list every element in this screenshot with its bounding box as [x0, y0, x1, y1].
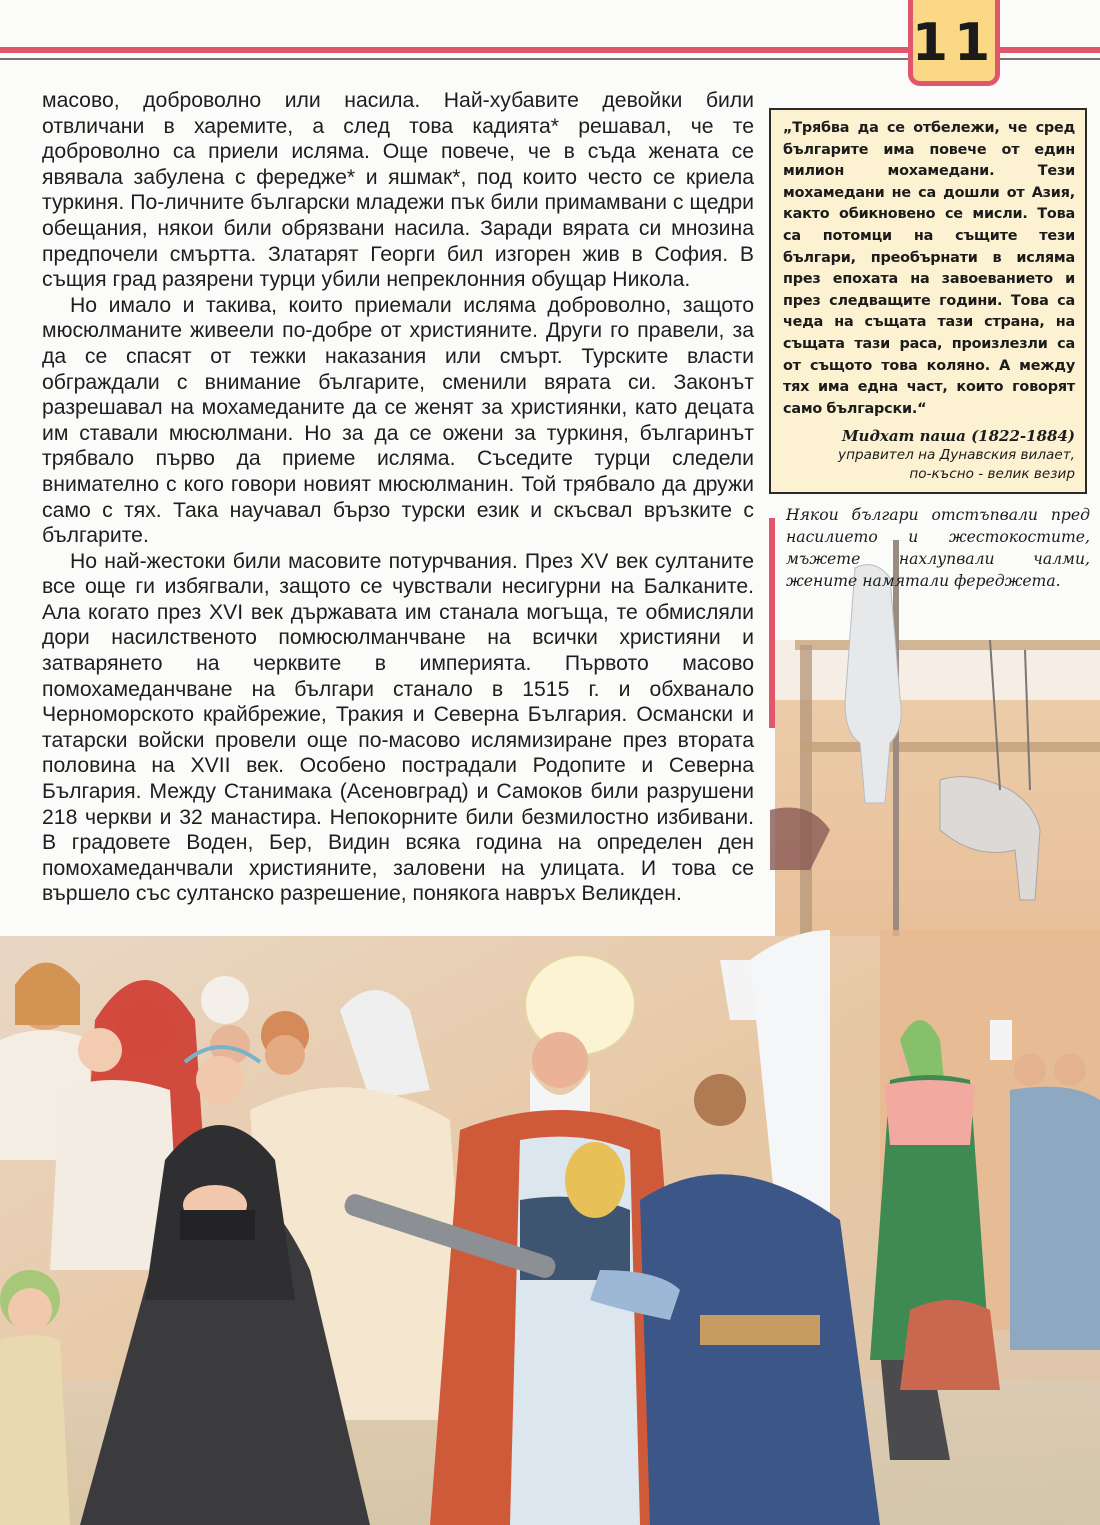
paragraph: масово, доброволно или насила. Най-хубавите девойки били отвличани в харемите, а след това кадията* решавал, че те доброволно са приели исляма. Още повече, че в съда жената се явявала забулена с фередже* и яшмак*, под които често се криела туркиня. По-личните български младежи пък били примамвани с щедри обещания, някои били обрязвани насила. Заради вярата си мнозина предпочели смъртта. Златарят Георги бил изгорен жив в София. В същия град разярени турци убили непреклонния обущар Никола. [42, 89, 754, 292]
quote-author-role-2: по-късно - велик везир [909, 466, 1075, 483]
main-text-block [0, 80, 770, 936]
crowd-scene [0, 930, 1100, 1525]
sidebar-column [769, 108, 1093, 592]
caption-block [769, 504, 1093, 592]
paragraph: Но най-жестоки били масовите потурчвания. През XV век султаните все още ги избягвали, защото се чувствали несигурни на Балканите. Ала когато през XVI век държавата им станала могъща, те обмисляли дори насилственото помюсюлманчване на всички християни и затварянето на черквите в империята. Първото масово помохамеданчване на българи станало в 1515 г. и обхванало Черноморското крайбрежие, Тракия и Северна България. Османски и татарски войски провели още по-масово ислямизиране през втората половина на XVII век. Особено пострадали Родопите и Северна България. Между Станимака (Асеновград) и Самоков били разрушени 218 черкви и 32 манастира. Непокорните били безмилостно избивани. В градовете Воден, Бер, Видин всяка година на определен ден помохамеданчвали християните, заловени на улицата. И това се вършело със султанско разрешение, понякога навръх Великден. [42, 549, 754, 906]
quote-author-role: управител на Дунавския вилает, [838, 447, 1075, 464]
paragraph: Но имало и такива, които приемали исляма доброволно, защото мюсюлманите живеели по-добре от християните. Други го правели, за да се спасят от тежки наказания или смърт. Турските власти обграждали с внимание българите, сменили вярата си. Законът разрешавал на мохамеданите да се женят за християнки, като децата им ставали мюсюлмани. Но за да се ожени за туркиня, българинът трябвало първо да приеме исляма. Съседите турци следели внимателно с кого говори новият мюсюлманин. Той трябвало да дружи само с тях. Така научавал бързо турски език и скъсвал връзките с българите. [42, 293, 754, 548]
illustration-caption: Някои българи отстъпвали пред насилието и жестокостите, мъжете нахлупвали чалми, жените намятали фереджета. [786, 506, 1090, 591]
page-number: 11 [908, 0, 1000, 86]
quote-author: Мидхат паша (1822-1884) [841, 427, 1075, 446]
quote-box [769, 108, 1087, 494]
quote-text: „Трябва да се отбележи, че сред българите има повече от един милион мохамедани. Тези мохамедани не са дошли от Азия, както обикновено се мисли. Това са потомци на същите тези българи, преобърнати в исляма през епохата на завоеванието и през следващите години. Това са чеда на същата тази страна, на същата тази раса, произлезли са от същото това коляно. А между тях има една част, които говорят само български.“ [783, 120, 1075, 417]
caption-accent-bar [769, 518, 775, 728]
